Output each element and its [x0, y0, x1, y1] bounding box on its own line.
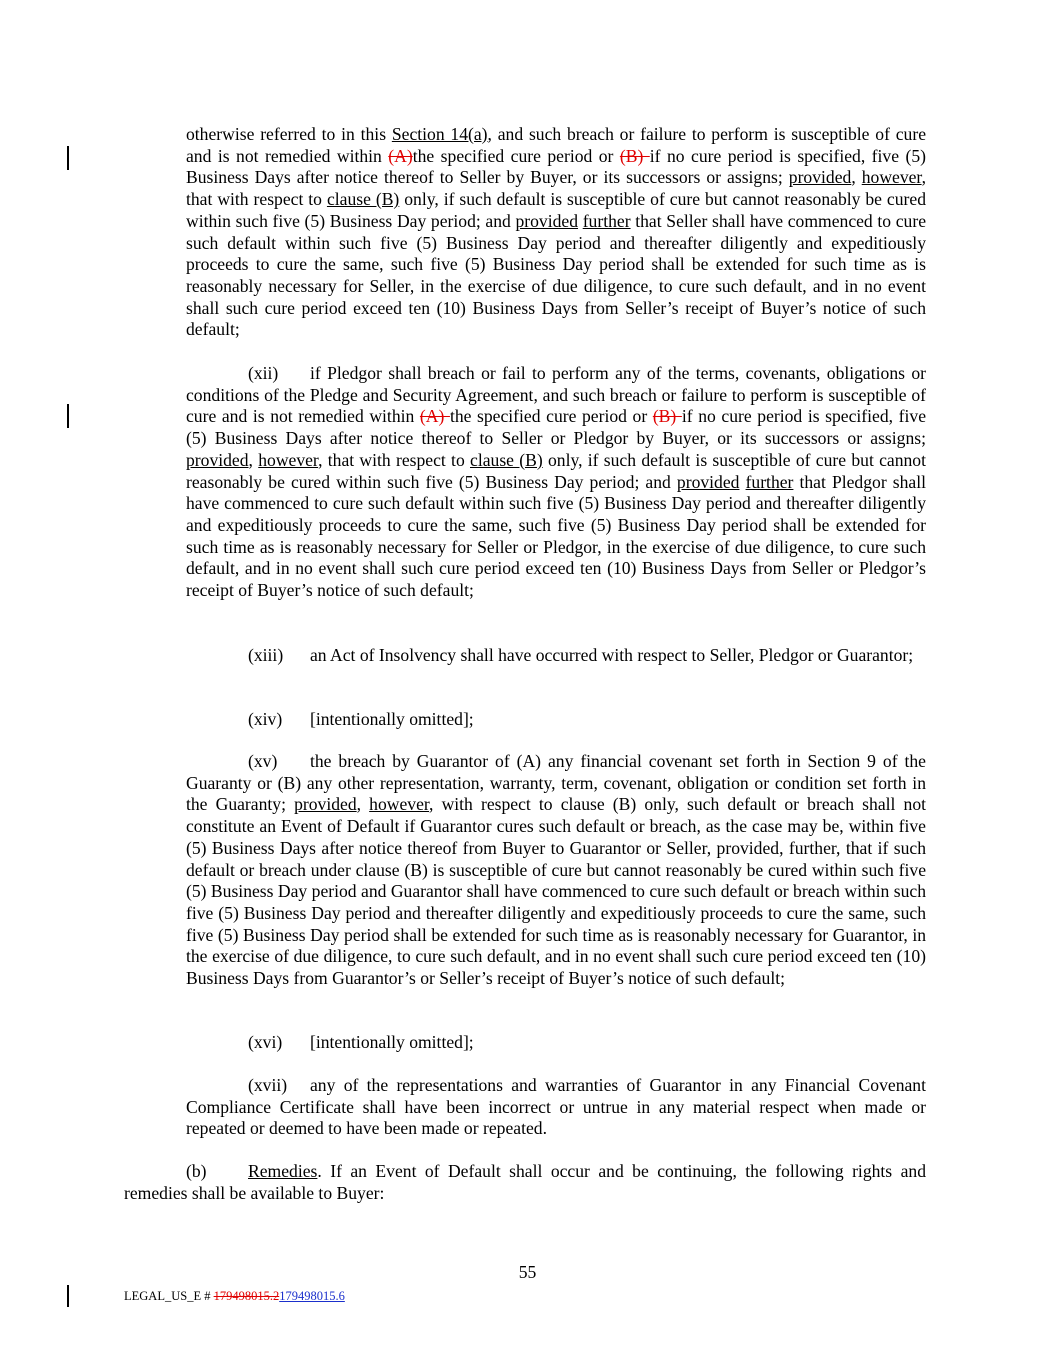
footer-document-id [124, 1289, 345, 1304]
text-run: only, if such default is susceptible of cure but cannot reasonably be cured within such five (5) Business Day period; and [186, 189, 926, 231]
underlined-term: further [745, 471, 794, 492]
clause-label: (xiv) [248, 709, 283, 729]
text-run: , [356, 794, 370, 815]
text-run: the breach by Guarantor of (A) any financial covenant set forth in Section 9 of the Guaranty or (B) any other representation, warranty, term, covenant, obligation or condition set forth in the Guaranty; [186, 751, 926, 815]
deleted-text: (A) [388, 145, 413, 166]
underlined-term: however [369, 794, 430, 815]
footer-prefix: LEGAL_US_E # [124, 1289, 214, 1303]
deleted-document-id: 179498015.2 [213, 1289, 280, 1303]
text-run: only, if such default is susceptible of cure but cannot reasonably be cured within such five (5) Business Day period; and [186, 449, 926, 492]
page-number: 55 [518, 1262, 537, 1282]
paragraph-xi-continuation [186, 124, 926, 341]
section-label: (b) [186, 1161, 207, 1181]
text-run: otherwise referred to in this [186, 124, 392, 144]
paragraph-xvi [186, 1032, 926, 1054]
text-run: , [851, 167, 862, 188]
clause-reference: clause (B) [326, 189, 400, 210]
paragraph-text: [intentionally omitted]; [310, 1032, 474, 1052]
clause-reference: clause (B) [470, 449, 543, 470]
clause-label: (xvi) [248, 1032, 283, 1052]
text-run: , with respect to clause (B) only, such default or breach shall not constitute an Event of Default if Guarantor cures such default or breach, as the case may be, within five (5) Business Days after notice thereof from Buyer to Guarantor or Seller, provided, further, that if such default or breach under clause (B) is susceptible of cure but cannot reasonably be cured within such five (5) Business Day period and Guarantor shall have commenced to cure such default or breach within such five (5) Business Day period and thereafter diligently and expeditiously proceeds to cure the same, such five (5) Business Day period shall be extended for such time as is reasonably necessary for Guarantor, in the exercise of due diligence, to cure such default, and in no event shall such cure period exceed ten (10) Business Days from Guarantor’s or Seller’s receipt of Buyer’s notice of such default; [186, 794, 927, 989]
paragraph-text: an Act of Insolvency shall have occurred with respect to Seller, Pledgor or Guarantor; [310, 645, 914, 665]
paragraph-xii [186, 363, 926, 602]
paragraph-xv [186, 751, 926, 990]
paragraph-xiv [186, 709, 926, 731]
section-heading: Remedies [248, 1161, 318, 1181]
text-run: the specified cure period or [449, 406, 653, 427]
underlined-term: provided [294, 794, 357, 815]
text-run: , [248, 449, 259, 470]
clause-label: (xii) [248, 363, 279, 383]
underlined-term: provided [676, 471, 740, 492]
text-run: , that with respect to [318, 449, 471, 470]
text-run: that Pledgor shall have commenced to cure such default within such five (5) Business Day period and thereafter diligently and expeditiously proceeds to cure the same, such five (5) Business Day period shall be extended for such time as is reasonably necessary for Seller or Pledgor, in the exercise of due diligence, to cure such default, and in no event shall such cure period exceed ten (10) Business Days from Seller or Pledgor’s receipt of Buyer’s notice of such default; [186, 471, 926, 601]
text-run: the specified cure period or [412, 145, 620, 166]
text-run: that Seller shall have commenced to cure such default within such five (5) Business Day period and thereafter diligently and expeditiously proceeds to cure the same, such five (5) Business Day period shall be extended for such time as is reasonably necessary for Seller, in the exercise of due diligence, to cure such default, and in no event shall such cure period exceed ten (10) Business Days from Seller’s receipt of Buyer’s notice of such default; [186, 210, 927, 340]
change-bar [67, 404, 69, 428]
deleted-text: (A) [419, 406, 450, 427]
paragraph-xvii [186, 1075, 926, 1140]
paragraph-text: any of the representations and warranties of Guarantor in any Financial Covenant Compliance Certificate shall have been incorrect or untrue in any material respect when made or repeated or deemed to have been made or repeated. [186, 1075, 926, 1139]
clause-label: (xiii) [248, 645, 284, 665]
text-run: if no cure period is specified, five (5) Business Days after notice thereof to Seller by Buyer, or its successors or assigns; [186, 145, 926, 188]
deleted-text: (B) [652, 406, 682, 427]
text-run: , that with respect to [186, 167, 926, 210]
section-reference: Section 14(a) [391, 124, 488, 144]
underlined-term: however [258, 449, 319, 470]
underlined-term: provided [515, 210, 579, 231]
text-run: if Pledgor shall breach or fail to perform any of the terms, covenants, obligations or conditions of the Pledge and Security Agreement, and such breach or failure to perform is susceptible of cure and is not remedied within [186, 363, 926, 427]
paragraph-text: [intentionally omitted]; [310, 709, 474, 729]
deleted-text: (B) [619, 145, 650, 166]
change-bar [67, 146, 69, 170]
paragraph-xiii [186, 645, 926, 667]
underlined-term: however [861, 167, 922, 188]
paragraph-b-remedies [124, 1161, 926, 1204]
inserted-document-id: 179498015.6 [279, 1289, 345, 1303]
underlined-term: further [582, 210, 631, 231]
underlined-term: provided [788, 167, 852, 188]
change-bar [67, 1285, 69, 1307]
clause-label: (xv) [248, 751, 278, 771]
clause-label: (xvii) [248, 1075, 288, 1095]
paragraph-text: . If an Event of Default shall occur and be continuing, the following rights and remedies shall be available to Buyer: [124, 1161, 926, 1203]
underlined-term: provided [186, 449, 249, 470]
text-run: if no cure period is specified, five (5) Business Days after notice thereof to Seller or Pledgor by Buyer, or its successors or assigns; [186, 406, 927, 449]
text-run: , and such breach or failure to perform is susceptible of cure and is not remedied within [186, 124, 927, 166]
